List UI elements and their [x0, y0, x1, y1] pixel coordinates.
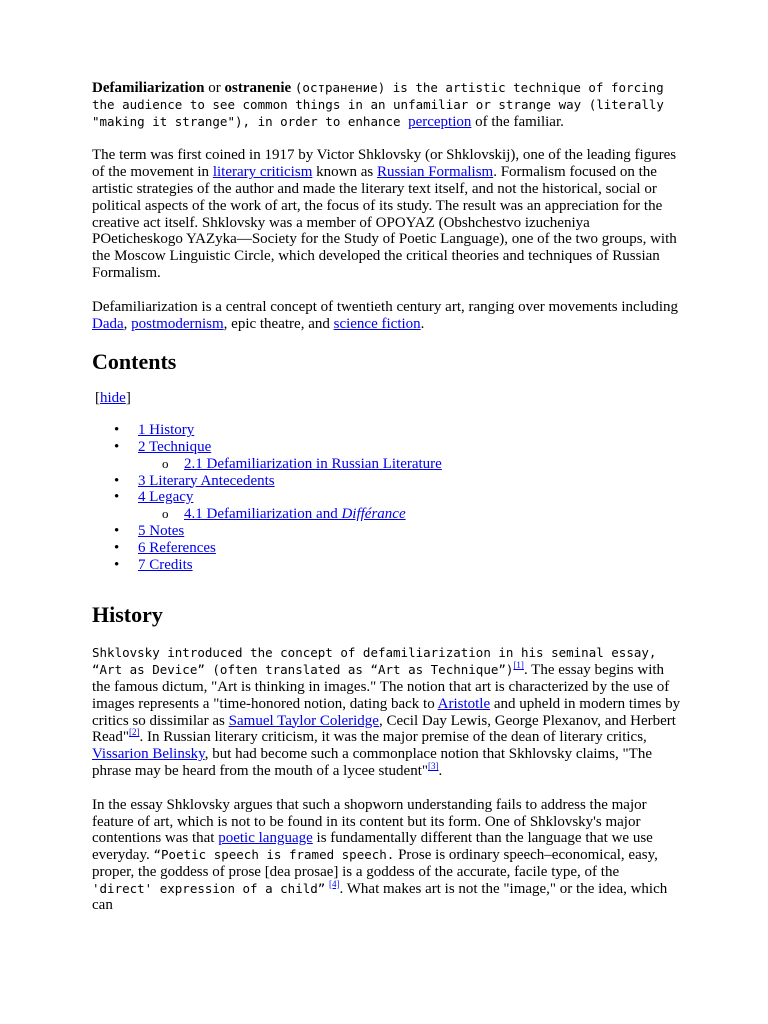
toc-item-history	[92, 422, 682, 439]
table-of-contents	[92, 422, 682, 573]
link-science-fiction[interactable]: science fiction	[333, 315, 421, 332]
link-dada[interactable]: Dada	[92, 315, 124, 332]
russian-term: (остранение)	[294, 80, 386, 95]
citation-1[interactable]: [1]	[513, 660, 524, 671]
link-literary-criticism[interactable]: literary criticism	[212, 164, 313, 181]
toc-link-technique[interactable]: 2 Technique	[138, 438, 212, 455]
history-paragraph-1: Shklovsky introduced the concept of defamiliarization in his seminal essay, “Art as Device” (often translated as “Art as Technique”)[1]. The essay begins with the famous dictum, "Art is thinking in images." The notion that art is characterized by the use of images represents a "time-honored notion, dating back to Aristotle and upheld in modern times by critics so dissimilar as Samuel Taylor Coleridge, Cecil Day Lewis, George Plexanov, and Herbert Read"[2]. In Russian literary criticism, it was the major premise of the dean of literary critics, Vissarion Belinsky, but had become such a commonplace notion that Skhlovsky claims, "The phrase may be heard from the mouth of a lycee student"[3].	[92, 645, 681, 779]
toc-item-legacy	[92, 489, 682, 506]
bullet-icon: •	[114, 422, 120, 439]
term-ostranenie: ostranenie	[224, 80, 292, 96]
toc-toggle: [hide]	[95, 390, 131, 407]
toc-link-notes[interactable]: 5 Notes	[138, 522, 185, 539]
link-russian-formalism[interactable]: Russian Formalism	[376, 164, 494, 181]
bullet-icon: •	[114, 556, 120, 573]
contents-heading: Contents	[92, 349, 177, 375]
toc-item-differance	[92, 506, 682, 523]
toc-link-history[interactable]: 1 History	[138, 422, 195, 439]
link-coleridge[interactable]: Samuel Taylor Coleridge	[228, 712, 379, 729]
history-paragraph-2: In the essay Shklovsky argues that such a shopworn understanding fails to address the major feature of art, which is not to be found in its content but its form. One of Shklovsky's major contentions was that poetic language is fundamentally different than the language that we use everyday. “Poetic speech is framed speech. Prose is ordinary speech–economical, easy, proper, the goddess of prose [dea prosae] is a goddess of the accurate, facile type, of the 'direct' expression of a child” [4]. What makes art is not the "image," or the idea, which can	[92, 796, 668, 914]
history-heading: History	[92, 602, 163, 628]
toc-item-literary-antecedents	[92, 473, 682, 490]
toc-hide-link[interactable]: hide	[100, 390, 126, 407]
sub-bullet-icon: o	[162, 455, 169, 471]
bullet-icon: •	[114, 438, 120, 455]
intro-paragraph: Defamiliarization or ostranenie (остранение) is the artistic technique of forcing the audience to see common things in an unfamiliar or strange way (literally "making it strange"), in order to enhance perception of the familiar.	[92, 80, 664, 130]
term-defamiliarization: Defamiliarization	[92, 80, 205, 96]
bullet-icon: •	[114, 489, 120, 506]
bullet-icon: •	[114, 522, 120, 539]
toc-link-literary-antecedents[interactable]: 3 Literary Antecedents	[138, 472, 275, 489]
article-body	[92, 80, 682, 931]
toc-item-credits	[92, 557, 682, 574]
link-poetic-language[interactable]: poetic language	[218, 830, 313, 847]
citation-2[interactable]: [2]	[128, 727, 140, 738]
toc-item-technique	[92, 439, 682, 456]
link-postmodernism[interactable]: postmodernism	[131, 315, 224, 332]
bullet-icon: •	[114, 472, 120, 489]
toc-link-differance[interactable]: 4.1 Defamiliarization and Différance	[184, 506, 406, 523]
toc-link-legacy[interactable]: 4 Legacy	[138, 489, 194, 506]
bullet-icon: •	[114, 539, 120, 556]
toc-link-credits[interactable]: 7 Credits	[138, 556, 193, 573]
toc-item-russian-literature	[92, 456, 682, 473]
link-belinsky[interactable]: Vissarion Belinsky	[92, 746, 205, 763]
link-perception[interactable]: perception	[408, 113, 472, 130]
concept-paragraph: Defamiliarization is a central concept of twentieth century art, ranging over movements including Dada, postmodernism, epic theatre, and science fiction.	[92, 298, 679, 332]
toc-item-references	[92, 540, 682, 557]
citation-4[interactable]: [4]	[329, 878, 340, 889]
citation-3[interactable]: [3]	[428, 760, 439, 771]
origin-paragraph: The term was first coined in 1917 by Victor Shklovsky (or Shklovskij), one of the leading figures of the movement in literary criticism known as Russian Formalism. Formalism focused on the artistic strategies of the author and made the literary text itself, and not the historical, social or political aspects of the work of art, the focus of its study. The result was an appreciation for the creative act itself. Shklovsky was a member of OPOYAZ (Obshchestvo izucheniya POeticheskogo YAZyka—Society for the Study of Poetic Language), one of the two groups, with the Moscow Linguistic Circle, which developed the critical theories and techniques of Russian Formalism.	[92, 147, 677, 281]
link-aristotle[interactable]: Aristotle	[437, 695, 491, 712]
sub-bullet-icon: o	[162, 506, 169, 522]
toc-link-russian-literature[interactable]: 2.1 Defamiliarization in Russian Literature	[184, 455, 442, 472]
toc-link-references[interactable]: 6 References	[138, 539, 216, 556]
toc-item-notes	[92, 523, 682, 540]
